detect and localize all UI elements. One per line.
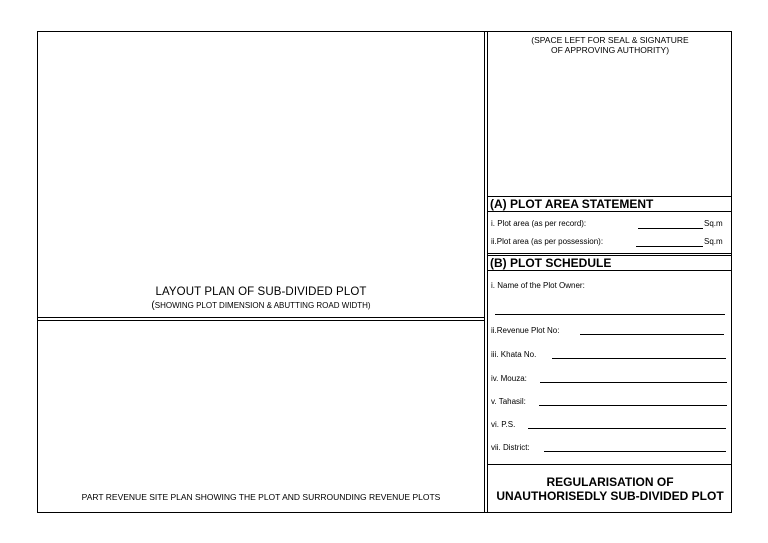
layout-plan-subtitle [37,300,485,311]
form-title-line-1: REGULARISATION OF [546,475,674,489]
layout-plan-subtitle-rest: SHOWING PLOT DIMENSION & ABUTTING ROAD WIDTH) [154,301,371,310]
form-frame [37,31,732,513]
khata-label: iii. Khata No. [491,350,537,359]
police-station-label: vi. P.S. [491,420,516,429]
layout-plan-title: LAYOUT PLAN OF SUB-DIVIDED PLOT [155,286,367,298]
tahasil-blank[interactable] [539,405,727,406]
area-row-record-blank[interactable] [638,228,703,229]
schedule-heading: (B) PLOT SCHEDULE [490,256,612,270]
layout-plan-subtitle-lead: ( [151,300,155,311]
column-divider-2 [487,31,488,513]
area-row-possession-label: ii.Plot area (as per possession): [491,237,604,246]
seal-line-1: (SPACE LEFT FOR SEAL & SIGNATURE [531,35,689,45]
mouza-label: iv. Mouza: [491,374,527,383]
mouza-blank[interactable] [540,382,727,383]
district-label: vii. District: [491,443,530,452]
schedule-heading-top-rule [487,253,732,254]
seal-line-2: OF APPROVING AUTHORITY) [550,45,670,55]
owner-name-blank[interactable] [495,314,725,315]
left-divider-1 [37,317,485,318]
tahasil-label: v. Tahasil: [491,397,526,406]
form-title [488,475,732,503]
left-divider-2 [37,320,485,321]
column-divider-1 [484,31,485,513]
revenue-plot-label: ii.Revenue Plot No: [491,326,560,335]
district-blank[interactable] [544,451,726,452]
revenue-plot-blank[interactable] [580,334,724,335]
layout-plan-panel [37,286,485,311]
area-heading-bottom-rule [487,211,732,212]
area-row-possession-blank[interactable] [636,246,703,247]
site-plan-caption: PART REVENUE SITE PLAN SHOWING THE PLOT AND SURROUNDING REVENUE PLOTS [81,492,441,502]
form-title-line-2: UNAUTHORISEDLY SUB-DIVIDED PLOT [496,489,724,503]
area-row-possession-unit: Sq.m [704,237,723,246]
police-station-blank[interactable] [528,428,726,429]
schedule-heading-bottom-rule [487,270,732,271]
area-row-record-unit: Sq.m [704,219,723,228]
area-row-record-label: i. Plot area (as per record): [491,219,587,228]
area-statement-heading: (A) PLOT AREA STATEMENT [490,197,654,211]
owner-name-label: i. Name of the Plot Owner: [491,281,585,290]
seal-space [488,35,732,55]
footer-top-rule [487,464,732,465]
khata-blank[interactable] [552,358,726,359]
